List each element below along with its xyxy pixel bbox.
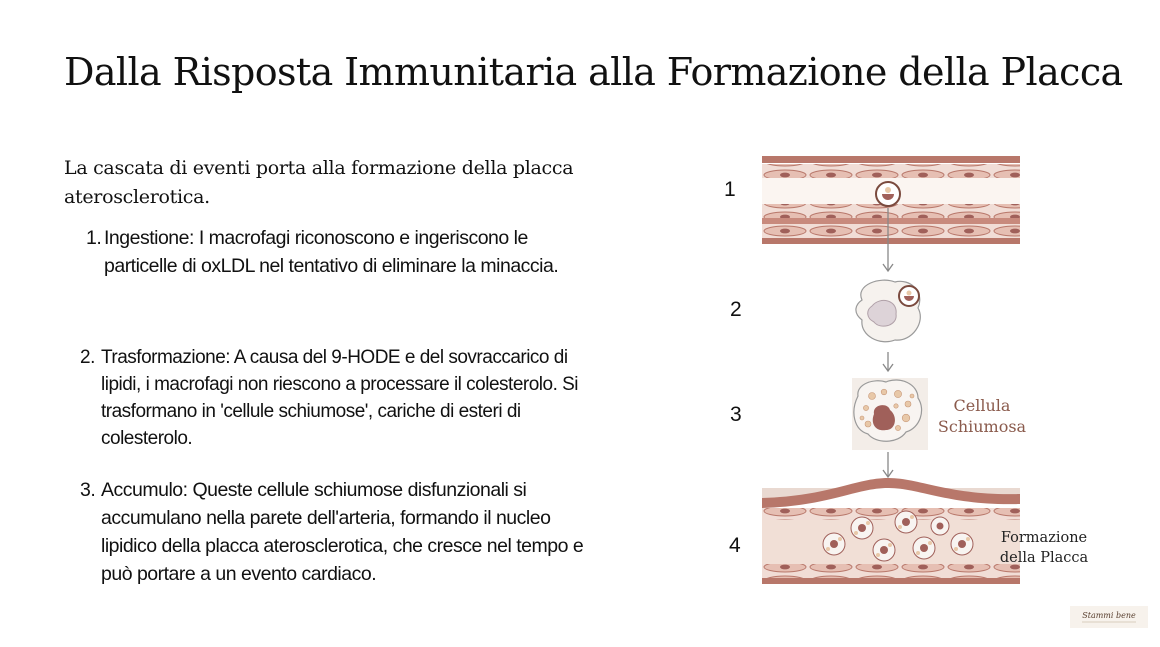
list-number: 1. bbox=[86, 227, 102, 249]
brand-logo-text: Stammi bene bbox=[1082, 611, 1136, 620]
step-number-3: 3 bbox=[730, 403, 742, 426]
foam-cell-label-line1: Cellula bbox=[953, 396, 1011, 415]
step3-foam-cell-icon bbox=[852, 378, 928, 450]
vessel-wall-top bbox=[762, 156, 1020, 163]
plaque-label-line2: della Placca bbox=[999, 550, 1089, 566]
step-number-4: 4 bbox=[729, 534, 741, 557]
foam-cell-label-line2: Schiumosa bbox=[937, 417, 1027, 436]
list-number: 2. bbox=[80, 347, 95, 368]
list-item-text: Ingestione: I macrofagi riconoscono e ingeriscono le particelle di oxLDL nel tentativo di eliminare la minaccia. bbox=[104, 227, 559, 277]
list-number: 3. bbox=[80, 479, 96, 501]
slide-title: Dalla Risposta Immunitaria alla Formazione della Placca bbox=[64, 50, 1123, 94]
intro-text: La cascata di eventi porta alla formazione della placca aterosclerotica. bbox=[64, 157, 574, 208]
step2-macrophage-icon bbox=[856, 280, 920, 342]
step1-vessel bbox=[762, 156, 1020, 244]
plaque-label-line1: Formazione bbox=[1000, 530, 1088, 546]
step-number-2: 2 bbox=[730, 298, 742, 321]
step4-plaque-vessel bbox=[762, 478, 1020, 584]
list-item-text: Accumulo: Queste cellule schiumose disfunzionali si accumulano nella parete dell'arteria, formando il nucleo lipidico della placca aterosclerotica, che cresce nel tempo e può portare a un evento cardiaco. bbox=[101, 479, 584, 585]
step-number-1: 1 bbox=[724, 178, 736, 201]
foam-cell-label bbox=[930, 395, 1034, 437]
brand-logo bbox=[1070, 606, 1148, 628]
endothelium-top bbox=[762, 164, 1020, 178]
plaque-label bbox=[990, 528, 1098, 568]
list-item-text: Trasformazione: A causa del 9-HODE e del sovraccarico di lipidi, i macrofagi non riescono a processare il colesterolo. Si trasformano in 'cellule schiumose', cariche di esteri di colesterolo. bbox=[101, 347, 579, 449]
